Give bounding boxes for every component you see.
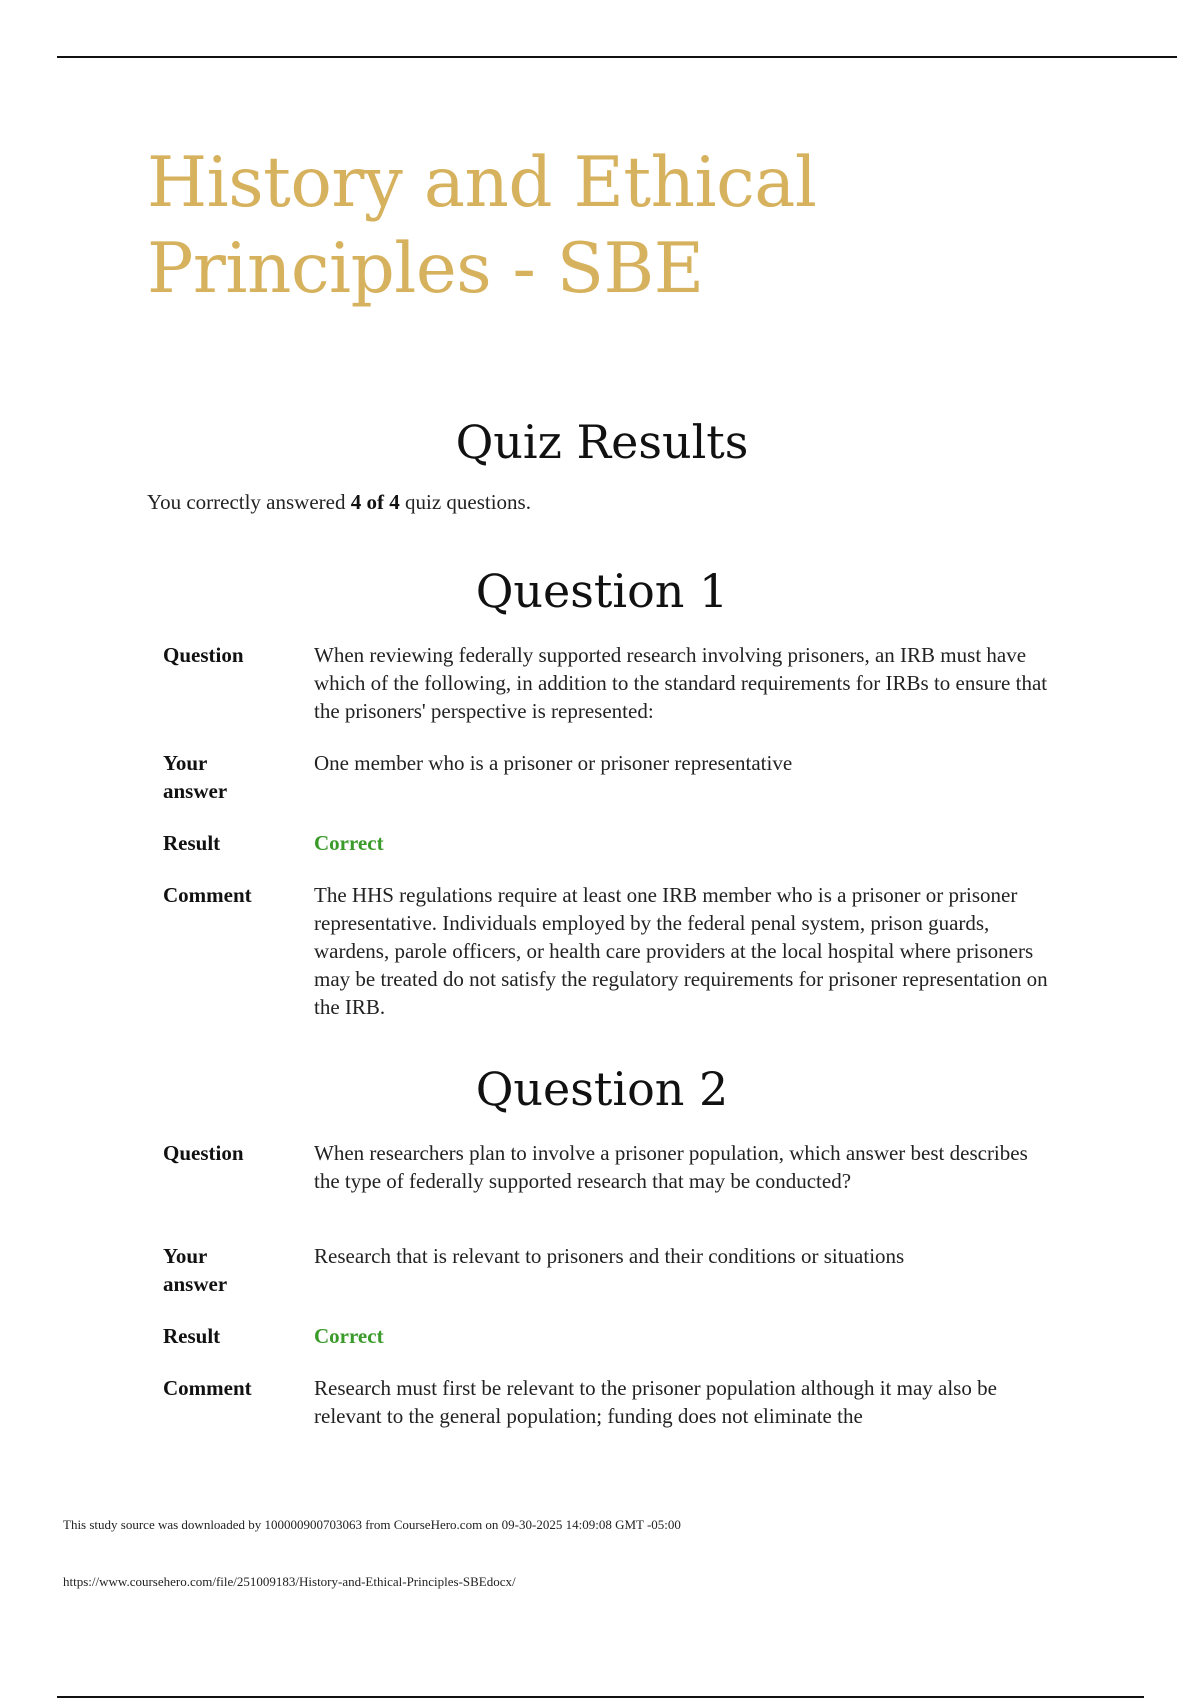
question-2-heading: Question 2 [475,1062,729,1116]
question-1-row-result [163,829,1057,881]
document-body [147,140,1057,1454]
question-1-row-comment [163,881,1057,1045]
comment-label: Comment [163,1376,252,1400]
summary-suffix: quiz questions. [399,490,531,514]
question-2-row-question [163,1139,1057,1242]
question-1-table [163,641,1057,1045]
question-2-row-comment [163,1374,1057,1454]
question-text: When reviewing federally supported research involving prisoners, an IRB must have which of the following, in addition to the standard requirements for IRBs to ensure that the prisoners' perspective is represented: [314,643,1048,723]
question-1-row-question [163,641,1057,749]
question-label: Question [163,1141,244,1165]
answer-label [163,1242,314,1322]
answer-text: One member who is a prisoner or prisoner representative [314,751,793,775]
comment-text: Research must first be relevant to the prisoner population although it may also be relevant to the general population; funding does not eliminate the [314,1376,997,1428]
result-status: Correct [314,1324,384,1348]
question-2-table [163,1139,1057,1454]
top-rule [57,56,1177,58]
comment-text: The HHS regulations require at least one IRB member who is a prisoner or prisoner representative. Individuals employed by the federal penal system, prison guards, wardens, parole officers, or health care providers at the local hospital where prisoners may be treated do not satisfy the regulatory requirements for prisoner representation on the IRB. [314,883,1048,1019]
question-2-row-answer [163,1242,1057,1322]
answer-label-line-1: Your [163,751,208,775]
answer-label [163,749,314,829]
answer-label-line-2: answer [163,1272,228,1296]
document-title [147,140,1057,312]
question-1-row-answer [163,749,1057,829]
question-2-row-result [163,1322,1057,1374]
result-label: Result [163,1324,221,1348]
result-status: Correct [314,831,384,855]
question-text: When researchers plan to involve a prisoner population, which answer best describes the type of federally supported research that may be conducted? [314,1141,1028,1193]
bottom-rule [57,1696,1144,1698]
summary-score: 4 of 4 [350,490,400,514]
document-title-line-2: Principles - SBE [147,229,704,309]
source-url[interactable]: https://www.coursehero.com/file/251009183/History-and-Ethical-Principles-SBEdocx/ [63,1574,516,1589]
question-1-heading: Question 1 [475,564,729,618]
result-label: Result [163,831,221,855]
document-title-line-1: History and Ethical [147,143,817,223]
question-label: Question [163,643,244,667]
summary-prefix: You correctly answered [147,490,351,514]
answer-label-line-2: answer [163,779,228,803]
download-source-note: This study source was downloaded by 100000900703063 from CourseHero.com on 09-30-2025 14:09:08 GMT -05:00 [63,1517,681,1532]
comment-label: Comment [163,883,252,907]
quiz-summary [147,489,1057,515]
answer-label-line-1: Your [163,1244,208,1268]
quiz-results-heading: Quiz Results [455,415,749,469]
answer-text: Research that is relevant to prisoners and their conditions or situations [314,1244,905,1268]
